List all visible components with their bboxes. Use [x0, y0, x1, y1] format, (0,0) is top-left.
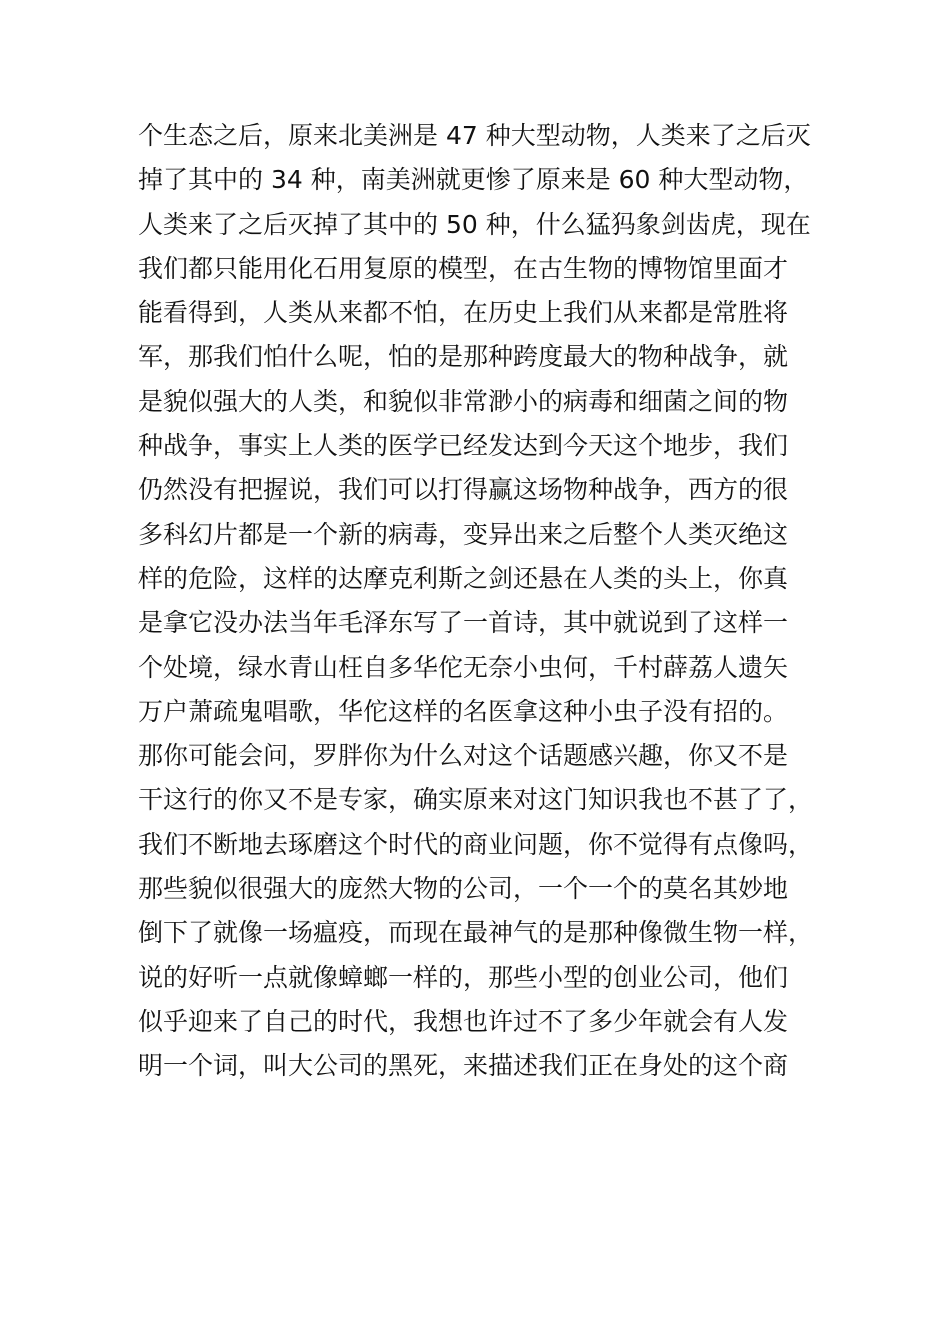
text-line-22: 明一个词，叫大公司的黑死，来描述我们正在身处的这个商: [138, 1051, 789, 1081]
text-line-2: 掉了其中的 34 种，南美洲就更惨了原来是 60 种大型动物，: [138, 165, 809, 195]
text-line-5: 能看得到，人类从来都不怕，在历史上我们从来都是常胜将: [138, 298, 789, 328]
text-line-12: 是拿它没办法当年毛泽东写了一首诗，其中就说到了这样一: [138, 608, 789, 638]
text-line-17: 我们不断地去琢磨这个时代的商业问题，你不觉得有点像吗，: [138, 829, 814, 859]
text-line-11: 样的危险，这样的达摩克利斯之剑还悬在人类的头上，你真: [138, 563, 789, 593]
text-line-7: 是貌似强大的人类，和貌似非常渺小的病毒和细菌之间的物: [138, 386, 789, 416]
text-line-20: 说的好听一点就像蟑螂一样的，那些小型的创业公司，他们: [138, 962, 789, 992]
text-line-15: 那你可能会问，罗胖你为什么对这个话题感兴趣，你又不是: [138, 741, 789, 771]
text-line-8: 种战争，事实上人类的医学已经发达到今天这个地步，我们: [138, 431, 789, 461]
text-line-16: 干这行的你又不是专家，确实原来对这门知识我也不甚了了，: [138, 785, 814, 815]
text-line-4: 我们都只能用化石用复原的模型，在古生物的博物馆里面才: [138, 253, 789, 283]
text-line-19: 倒下了就像一场瘟疫，而现在最神气的是那种像微生物一样，: [138, 918, 814, 948]
body-text: [138, 114, 828, 1089]
text-line-9: 仍然没有把握说，我们可以打得赢这场物种战争，西方的很: [138, 475, 789, 505]
text-line-14: 万户萧疏鬼唱歌，华佗这样的名医拿这种小虫子没有招的。: [138, 696, 789, 726]
text-line-6: 军，那我们怕什么呢，怕的是那种跨度最大的物种战争，就: [138, 342, 789, 372]
text-line-1: 个生态之后，原来北美洲是 47 种大型动物，人类来了之后灭: [138, 121, 811, 150]
text-line-10: 多科幻片都是一个新的病毒，变异出来之后整个人类灭绝这: [138, 519, 789, 549]
text-line-21: 似乎迎来了自己的时代，我想也许过不了多少年就会有人发: [138, 1006, 789, 1036]
text-line-18: 那些貌似很强大的庞然大物的公司，一个一个的莫名其妙地: [138, 874, 789, 904]
text-line-13: 个处境，绿水青山枉自多华佗无奈小虫何，千村薜荔人遗矢: [138, 652, 789, 682]
text-line-3: 人类来了之后灭掉了其中的 50 种，什么猛犸象剑齿虎，现在: [138, 209, 811, 239]
